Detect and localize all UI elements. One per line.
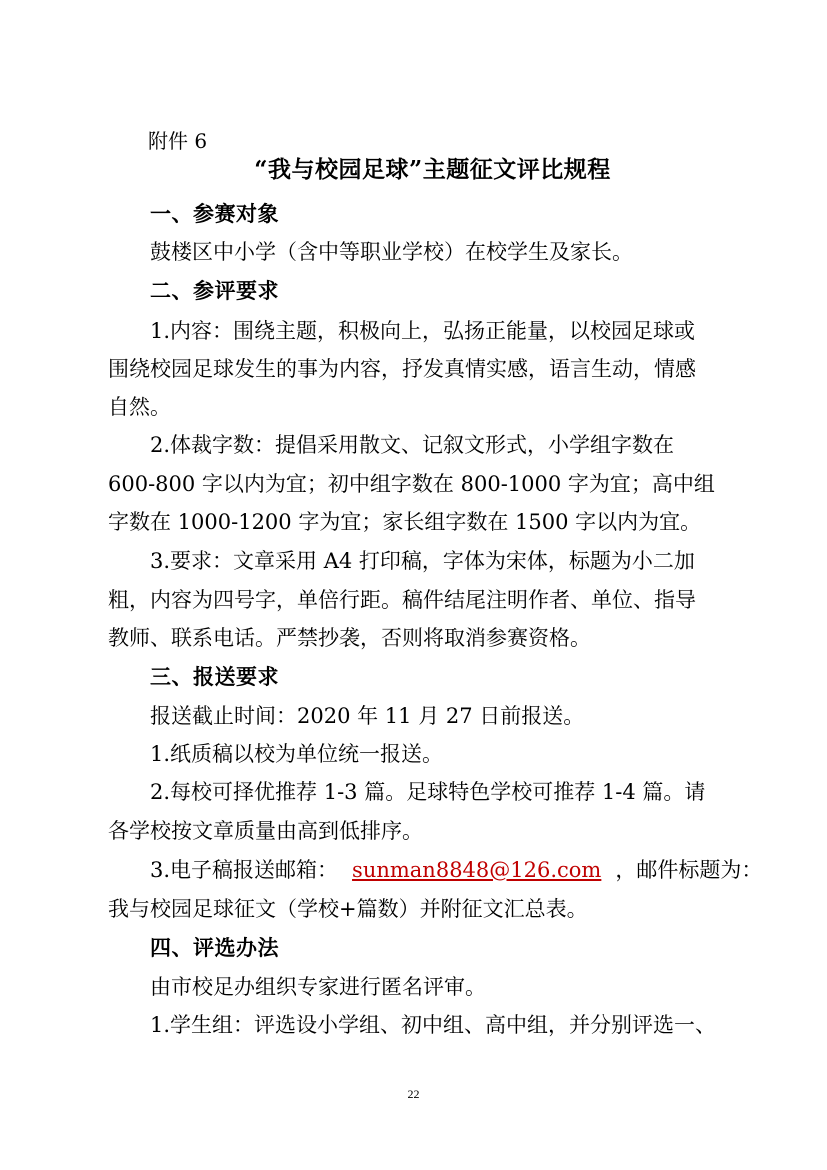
submission-deadline: 报送截止时间：2020 年 11 月 27 日前报送。 bbox=[150, 704, 585, 728]
section-heading-requirements: 二、参评要求 bbox=[150, 278, 279, 303]
requirement-format-line-2: 粗，内容为四号字，单倍行距。稿件结尾注明作者、单位、指导 bbox=[108, 588, 696, 612]
section-heading-evaluation: 四、评选办法 bbox=[150, 935, 279, 960]
requirement-content-line-2: 围绕校园足球发生的事为内容，抒发真情实感，语言生动，情感 bbox=[108, 357, 696, 381]
requirement-content-line-3: 自然。 bbox=[108, 395, 171, 419]
requirement-length-line-1: 2.体裁字数：提倡采用散文、记叙文形式，小学组字数在 bbox=[150, 433, 675, 457]
section-heading-submission: 三、报送要求 bbox=[150, 664, 279, 689]
requirement-length-line-3: 字数在 1000-1200 字为宜；家长组字数在 1500 字以内为宜。 bbox=[108, 510, 702, 534]
requirement-format-line-1: 3.要求：文章采用 A4 打印稿，字体为宋体，标题为小二加 bbox=[150, 549, 695, 573]
requirement-format-line-3: 教师、联系电话。严禁抄袭，否则将取消参赛资格。 bbox=[108, 626, 591, 650]
submission-quota-line-1: 2.每校可择优推荐 1-3 篇。足球特色学校可推荐 1-4 篇。请 bbox=[150, 780, 706, 804]
page-number: 22 bbox=[407, 1087, 420, 1101]
submission-email-prefix: 3.电子稿报送邮箱： bbox=[150, 858, 339, 882]
evaluation-text: 由市校足办组织专家进行匿名评审。 bbox=[150, 975, 486, 999]
requirement-length-line-2: 600-800 字以内为宜；初中组字数在 800-1000 字为宜；高中组 bbox=[108, 472, 715, 496]
requirement-content-line-1: 1.内容：围绕主题，积极向上，弘扬正能量，以校园足球或 bbox=[150, 319, 696, 343]
submission-email-suffix: ，邮件标题为： bbox=[615, 858, 763, 882]
section-heading-participants: 一、参赛对象 bbox=[150, 201, 279, 226]
participants-text: 鼓楼区中小学（含中等职业学校）在校学生及家长。 bbox=[150, 240, 633, 264]
email-link[interactable]: sunman8848@126.com bbox=[352, 858, 602, 882]
submission-paper-copy: 1.纸质稿以校为单位统一报送。 bbox=[150, 742, 444, 766]
attachment-label: 附件 6 bbox=[148, 129, 208, 153]
submission-quota-line-2: 各学校按文章质量由高到低排序。 bbox=[108, 819, 423, 843]
page-title: “我与校园足球”主题征文评比规程 bbox=[254, 156, 611, 183]
evaluation-student-groups: 1.学生组：评选设小学组、初中组、高中组，并分别评选一、 bbox=[150, 1013, 717, 1037]
submission-email-line bbox=[150, 857, 762, 883]
submission-email-line-2: 我与校园足球征文（学校+篇数）并附征文汇总表。 bbox=[108, 897, 588, 921]
